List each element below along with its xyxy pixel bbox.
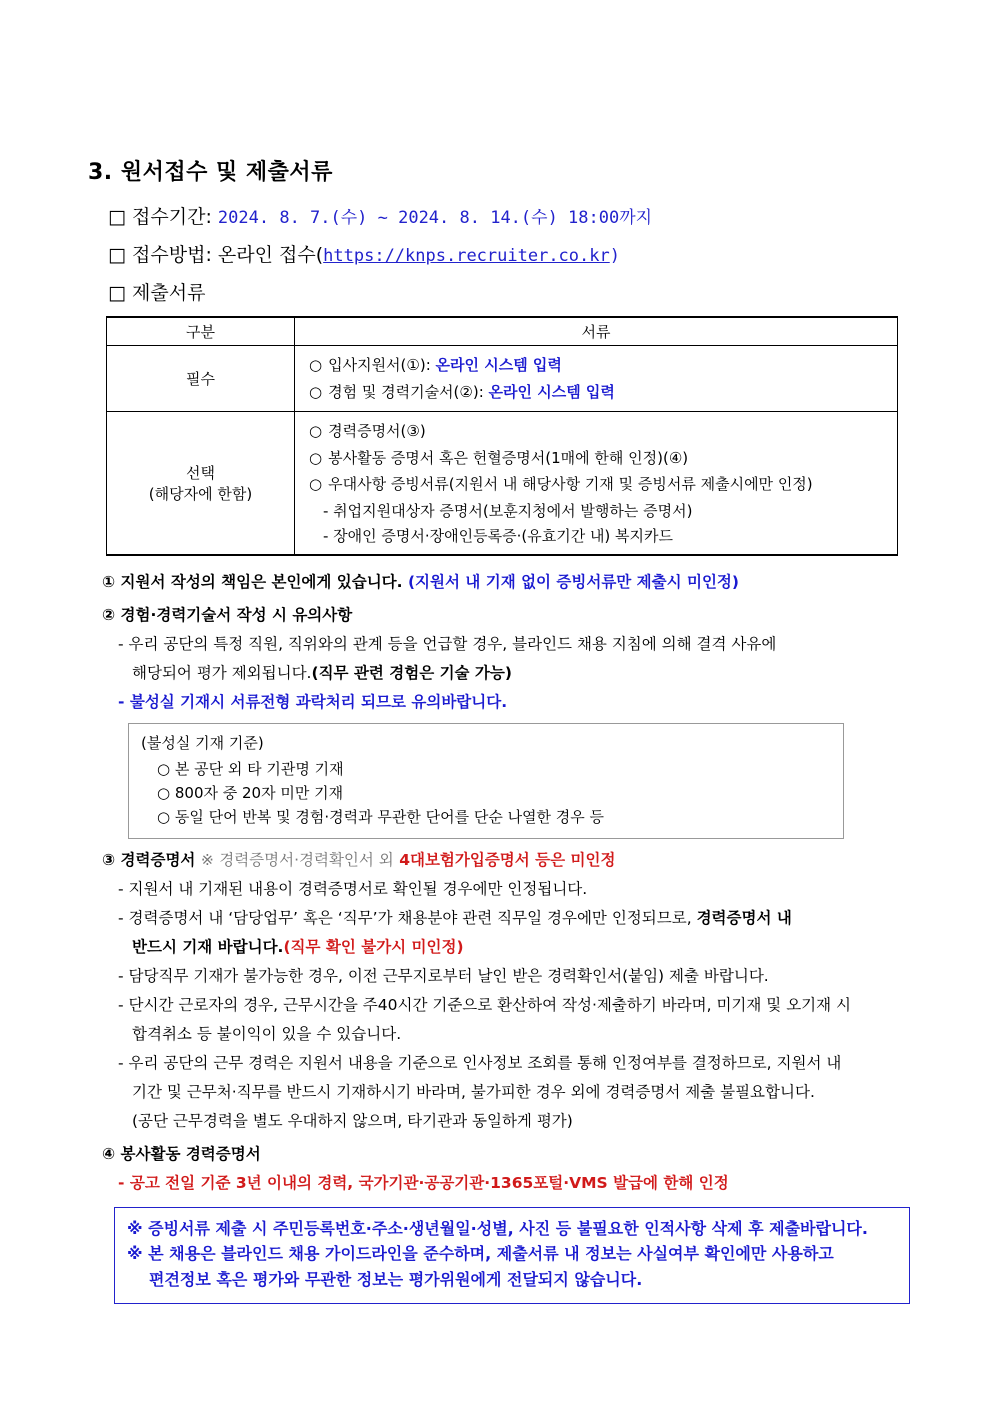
doc-item	[309, 447, 891, 470]
note-4-number: ④	[102, 1144, 116, 1163]
column-header-gubun: 구분	[107, 317, 295, 346]
note-3-number: ③	[102, 850, 116, 869]
doc-item-text: 경력증명서(③)	[328, 422, 426, 440]
checkbox-icon: □	[108, 282, 126, 304]
note-2-line-1-cont	[102, 661, 908, 685]
notice-line-1-text: 증빙서류 제출 시 주민등록번호·주소·생년월일·성별, 사진 등 불필요한 인적사항 삭제 후 제출바랍니다.	[148, 1218, 868, 1238]
application-method-value-end: )	[609, 246, 620, 266]
note-1-emph: (지원서 내 기재 없이 증빙서류만 제출시 미인정)	[407, 572, 739, 591]
row-content-optional	[295, 412, 898, 555]
column-header-seoryu: 서류	[295, 317, 898, 346]
note-2	[102, 603, 908, 627]
notice-mark-icon: ※	[127, 1244, 143, 1264]
doc-item	[309, 473, 891, 496]
note-3-line-2-text2: 반드시 기재 바랍니다.	[132, 937, 284, 956]
note-3-line-2-bold-tail: 경력증명서 내	[696, 908, 792, 927]
circle-bullet-icon: ○	[309, 382, 323, 401]
note-2-line-2	[102, 690, 908, 714]
notice-line-2	[127, 1241, 897, 1267]
checkbox-icon: □	[108, 206, 126, 228]
note-2-text: 경험·경력기술서 작성 시 유의사항	[120, 605, 353, 624]
note-3-red-text: 4대보험가입증명서 등은 미인정	[399, 850, 616, 869]
dash-bullet: -	[118, 1173, 125, 1192]
row-label-optional-main: 선택	[186, 463, 215, 482]
note-3-line-3-text: 담당직무 기재가 불가능한 경우, 이전 근무지로부터 날인 받은 경력확인서(붙임) 제출 바랍니다.	[128, 966, 769, 985]
circle-bullet-icon: ○	[309, 475, 323, 493]
note-1-text: 지원서 작성의 책임은 본인에게 있습니다.	[120, 572, 403, 591]
note-3-line-2-red-tail: (직무 확인 불가시 미인정)	[283, 937, 464, 956]
note-3-line-2-text: 경력증명서 내 ‘담당업무’ 혹은 ‘직무’가 채용분야 관련 직무일 경우에만 인정되므로,	[128, 908, 692, 927]
note-3	[102, 848, 908, 872]
dash-bullet: -	[118, 879, 124, 898]
note-4-title: 봉사활동 경력증명서	[120, 1144, 261, 1163]
doc-subitem: - 장애인 증명서·장애인등록증·(유효기간 내) 복지카드	[323, 526, 674, 545]
application-period-value: 2024. 8. 7.(수) ~ 2024. 8. 14.(수) 18:00까지	[217, 208, 653, 228]
criteria-item: ○ 본 공단 외 타 기관명 기재	[157, 759, 344, 778]
note-3-line-5-text: 우리 공단의 근무 경력은 지원서 내용을 기준으로 인사정보 조회를 통해 인정여부를 결정하므로, 지원서 내	[128, 1053, 842, 1072]
application-period-label: 접수기간:	[132, 206, 212, 228]
note-2-line-1-text2: 해당되어 평가 제외됩니다.	[132, 663, 312, 682]
note-3-line-4-text: 단시간 근로자의 경우, 근무시간을 주40시간 기준으로 환산하여 작성·제출하기 바라며, 미기재 및 오기재 시	[128, 995, 852, 1014]
criteria-box-title: (불성실 기재 기준)	[141, 733, 264, 752]
note-3-line-3	[102, 964, 908, 988]
note-3-line-2-cont	[102, 935, 908, 959]
note-1-number: ①	[102, 572, 116, 591]
note-3-line-2	[102, 906, 908, 930]
notice-mark-icon: ※	[127, 1218, 143, 1238]
application-period-line	[88, 202, 908, 229]
row-label-required: 필수	[107, 346, 295, 412]
notice-line-2-cont: 편견정보 혹은 평가와 무관한 정보는 평가위원에게 전달되지 않습니다.	[149, 1269, 643, 1289]
circle-bullet-icon: ○	[309, 422, 323, 440]
application-method-line	[88, 240, 908, 267]
row-content-required	[295, 346, 898, 412]
note-3-mark: ※	[200, 850, 214, 869]
note-3-line-4	[102, 993, 908, 1017]
circle-bullet-icon: ○	[309, 448, 323, 467]
table-header-row	[107, 317, 898, 346]
notes-section	[102, 570, 908, 1304]
dash-bullet: -	[118, 692, 125, 711]
note-2-line-2-text: 불성실 기재시 서류전형 과락처리 되므로 유의바랍니다.	[129, 692, 508, 711]
note-3-line-5	[102, 1051, 908, 1075]
application-method-value: 온라인 접수(	[217, 244, 324, 266]
document-content	[88, 155, 908, 1304]
doc-item	[309, 354, 891, 377]
note-3-line-5-cont: 기간 및 근무처·직무를 반드시 기재하시기 바라며, 불가피한 경우 외에 경력증명서 제출 불필요합니다.	[132, 1082, 815, 1101]
doc-item	[309, 381, 891, 404]
checkbox-icon: □	[108, 244, 126, 266]
doc-item-emph: 온라인 시스템 입력	[435, 356, 562, 374]
table-header	[107, 317, 898, 346]
dash-bullet: -	[118, 966, 124, 985]
application-url-link[interactable]: https://knps.recruiter.co.kr	[323, 246, 610, 266]
note-3-line-4-cont: 합격취소 등 불이익이 있을 수 있습니다.	[132, 1024, 402, 1043]
doc-item-text: 우대사항 증빙서류(지원서 내 해당사항 기재 및 증빙서류 제출시에만 인정)	[328, 475, 813, 493]
note-3-gray-text: 경력증명서·경력확인서 외	[219, 850, 394, 869]
doc-item	[309, 420, 891, 443]
dash-bullet: -	[118, 634, 124, 653]
page-title: 3. 원서접수 및 제출서류	[88, 160, 333, 185]
circle-bullet-icon: ○	[309, 356, 323, 374]
dash-bullet: -	[118, 1053, 124, 1072]
submission-docs-label: 제출서류	[132, 282, 206, 304]
table-body	[107, 346, 898, 555]
note-3-title: 경력증명서	[120, 850, 196, 869]
note-4	[102, 1142, 908, 1166]
table-row	[107, 412, 898, 555]
criteria-item: ○ 800자 중 20자 미만 기재	[157, 783, 344, 802]
note-4-line-text: 공고 전일 기준 3년 이내의 경력, 국가기관·공공기관·1365포털·VMS 발급에 한해 인정	[129, 1173, 729, 1192]
documents-table	[106, 316, 898, 556]
table-row	[107, 346, 898, 412]
doc-item-text: 봉사활동 증명서 혹은 헌혈증명서(1매에 한해 인정)(④)	[328, 448, 689, 467]
note-2-line-1-text: 우리 공단의 특정 직원, 직위와의 관계 등을 언급할 경우, 블라인드 채용 지침에 의해 결격 사유에	[128, 634, 777, 653]
submission-docs-line	[88, 278, 908, 305]
criteria-item: ○ 동일 단어 반복 및 경험·경력과 무관한 단어를 단순 나열한 경우 등	[157, 807, 605, 826]
row-label-optional-sub: (해당자에 한함)	[148, 484, 253, 503]
note-3-line-1	[102, 877, 908, 901]
doc-item-text: 입사지원서(①):	[328, 356, 436, 374]
note-3-line-5-cont2: (공단 근무경력을 별도 우대하지 않으며, 타기관과 동일하게 평가)	[132, 1111, 573, 1130]
dash-bullet: -	[118, 995, 124, 1014]
doc-item-emph: 온라인 시스템 입력	[488, 382, 615, 401]
note-1	[102, 570, 908, 594]
doc-item-text: 경험 및 경력기술서(②):	[328, 382, 489, 401]
criteria-box	[128, 723, 844, 839]
note-3-line-1-text: 지원서 내 기재된 내용이 경력증명서로 확인될 경우에만 인정됩니다.	[128, 879, 588, 898]
note-4-line	[102, 1171, 908, 1195]
notice-box	[114, 1207, 910, 1304]
application-method-label: 접수방법:	[132, 244, 212, 266]
row-label-optional	[107, 412, 295, 555]
note-2-line-1	[102, 632, 908, 656]
note-2-line-1-emph: (직무 관련 경험은 기술 가능)	[311, 663, 512, 682]
doc-subitem: - 취업지원대상자 증명서(보훈지청에서 발행하는 증명서)	[323, 501, 693, 520]
notice-line-1	[127, 1216, 897, 1242]
notice-line-2-text: 본 채용은 블라인드 채용 가이드라인을 준수하며, 제출서류 내 정보는 사실여부 확인에만 사용하고	[148, 1244, 834, 1264]
dash-bullet: -	[118, 908, 124, 927]
note-2-number: ②	[102, 605, 116, 624]
